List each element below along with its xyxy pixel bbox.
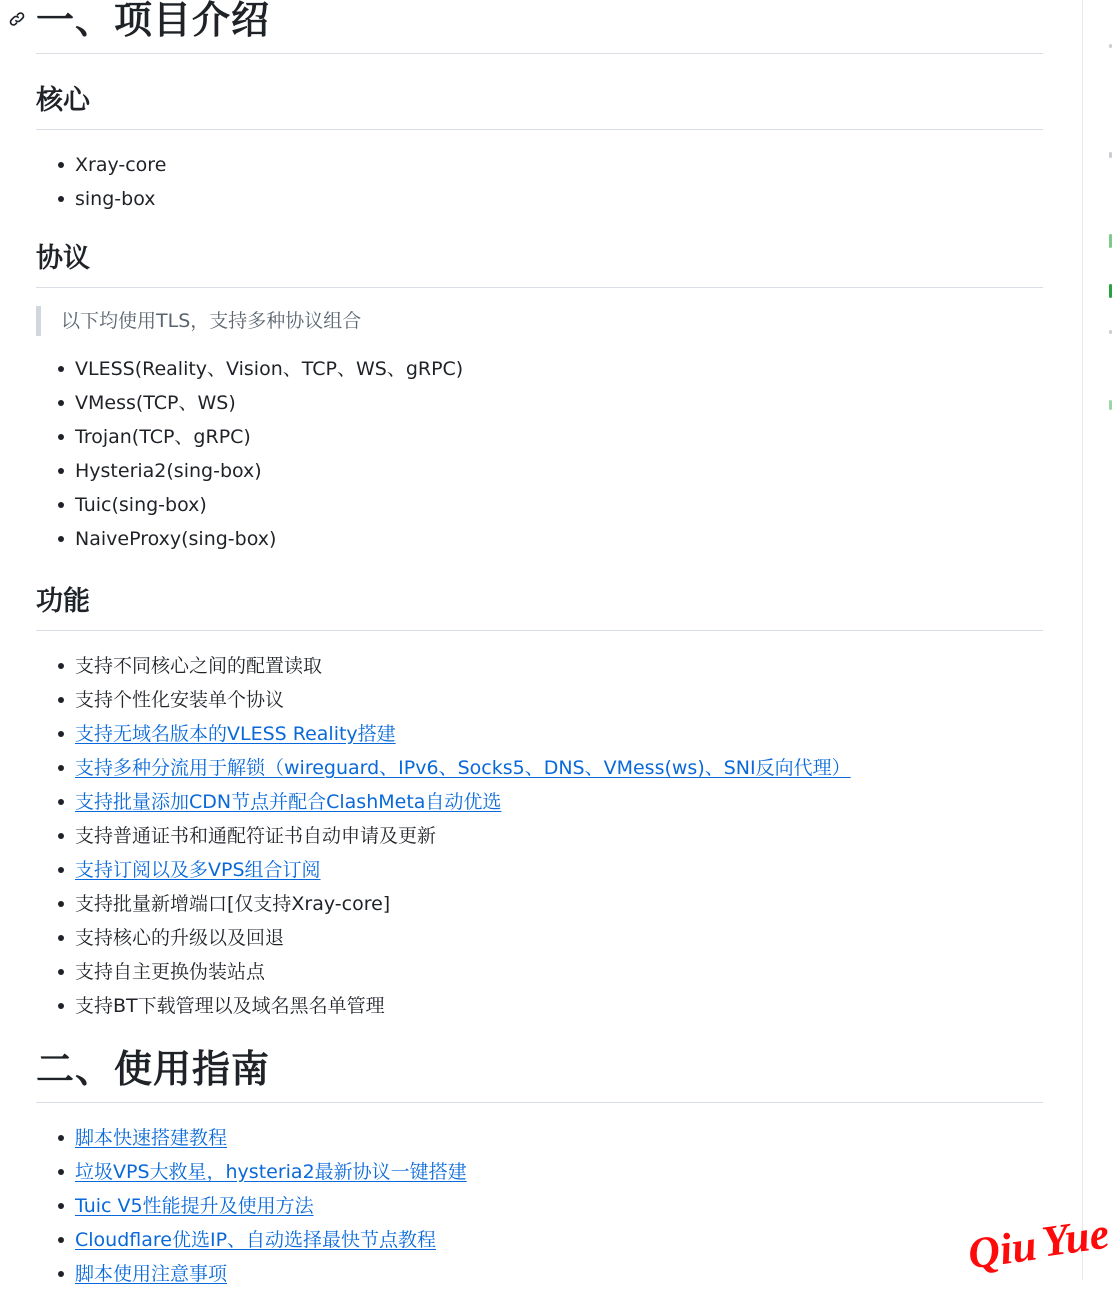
- feature-link-subscription[interactable]: 支持订阅以及多VPS组合订阅: [75, 859, 321, 881]
- bullet-icon: [58, 196, 64, 202]
- guide-link-hysteria2[interactable]: 垃圾VPS大救星，hysteria2最新协议一键搭建: [75, 1161, 467, 1183]
- list-item: [36, 1189, 1043, 1223]
- bullet-icon: [58, 1271, 64, 1277]
- feature-text: 支持批量新增端口[仅支持Xray-core]: [75, 893, 391, 915]
- protocols-list: [36, 352, 1043, 556]
- list-item: [36, 751, 1043, 785]
- list-item: [36, 921, 1043, 955]
- list-item: [36, 1155, 1043, 1189]
- guide-link-quick-setup[interactable]: 脚本快速搭建教程: [75, 1127, 228, 1149]
- feature-text: 支持BT下载管理以及域名黑名单管理: [75, 995, 385, 1017]
- feature-link-reality[interactable]: 支持无域名版本的VLESS Reality搭建: [75, 723, 396, 745]
- list-item: NaiveProxy(sing-box): [36, 522, 1043, 556]
- list-item: [36, 683, 1043, 717]
- bullet-icon: [58, 400, 64, 406]
- guide-link-tuic[interactable]: Tuic V5性能提升及使用方法: [75, 1195, 314, 1217]
- readme-content: [36, 0, 1043, 1291]
- bullet-icon: [58, 1203, 64, 1209]
- bullet-icon: [58, 969, 64, 975]
- bullet-icon: [58, 697, 64, 703]
- sidebar-marker: [1109, 152, 1112, 158]
- list-item: Trojan(TCP、gRPC): [36, 420, 1043, 454]
- list-item: sing-box: [36, 182, 1043, 216]
- list-item: [36, 1223, 1043, 1257]
- link-icon[interactable]: [8, 10, 26, 28]
- bullet-icon: [58, 502, 64, 508]
- core-list: [36, 148, 1043, 216]
- bullet-icon: [58, 1237, 64, 1243]
- heading-core: 核心: [36, 85, 1043, 130]
- bullet-icon: [58, 162, 64, 168]
- bullet-icon: [58, 663, 64, 669]
- bullet-icon: [58, 799, 64, 805]
- feature-link-cdn[interactable]: 支持批量添加CDN节点并配合ClashMeta自动优选: [75, 791, 502, 813]
- feature-text: 支持不同核心之间的配置读取: [75, 655, 323, 677]
- heading-protocols: 协议: [36, 243, 1043, 288]
- section-title-intro: 一、项目介绍: [36, 0, 1043, 54]
- list-item: [36, 887, 1043, 921]
- protocols-note: 以下均使用TLS，支持多种协议组合: [36, 306, 1043, 336]
- list-item: [36, 785, 1043, 819]
- bullet-icon: [58, 867, 64, 873]
- features-list: [36, 649, 1043, 1023]
- bullet-icon: [58, 1003, 64, 1009]
- list-item: [36, 989, 1043, 1023]
- guide-list: [36, 1121, 1043, 1291]
- list-item: [36, 819, 1043, 853]
- sidebar-marker: [1109, 234, 1112, 248]
- list-item: Hysteria2(sing-box): [36, 454, 1043, 488]
- bullet-icon: [58, 765, 64, 771]
- bullet-icon: [58, 731, 64, 737]
- bullet-icon: [58, 536, 64, 542]
- watermark: [964, 1208, 1112, 1279]
- feature-link-routing[interactable]: 支持多种分流用于解锁（wireguard、IPv6、Socks5、DNS、VMess(ws)、SNI反向代理）: [75, 757, 851, 779]
- guide-link-cloudflare[interactable]: Cloudflare优选IP、自动选择最快节点教程: [75, 1229, 437, 1251]
- bullet-icon: [58, 1169, 64, 1175]
- sidebar-marker: [1109, 284, 1112, 298]
- guide-link-notes[interactable]: 脚本使用注意事项: [75, 1263, 228, 1285]
- list-item: Xray-core: [36, 148, 1043, 182]
- sidebar-divider: [1082, 0, 1083, 1280]
- list-item: [36, 1121, 1043, 1155]
- bullet-icon: [58, 833, 64, 839]
- list-item: [36, 1257, 1043, 1291]
- bullet-icon: [58, 901, 64, 907]
- sidebar-marker: [1109, 44, 1112, 48]
- list-item: [36, 649, 1043, 683]
- section-title-guide: 二、使用指南: [36, 1049, 1043, 1103]
- sidebar-marker: [1109, 400, 1112, 410]
- list-item: [36, 955, 1043, 989]
- bullet-icon: [58, 366, 64, 372]
- heading-features: 功能: [36, 586, 1043, 631]
- bullet-icon: [58, 468, 64, 474]
- list-item: [36, 717, 1043, 751]
- bullet-icon: [58, 1135, 64, 1141]
- list-item: VMess(TCP、WS): [36, 386, 1043, 420]
- watermark-text: Qiu: [964, 1220, 1040, 1279]
- watermark-text: Yue: [1038, 1208, 1112, 1267]
- feature-text: 支持自主更换伪装站点: [75, 961, 266, 983]
- list-item: Tuic(sing-box): [36, 488, 1043, 522]
- list-item: VLESS(Reality、Vision、TCP、WS、gRPC): [36, 352, 1043, 386]
- feature-text: 支持核心的升级以及回退: [75, 927, 285, 949]
- bullet-icon: [58, 935, 64, 941]
- bullet-icon: [58, 434, 64, 440]
- feature-text: 支持普通证书和通配符证书自动申请及更新: [75, 825, 437, 847]
- feature-text: 支持个性化安装单个协议: [75, 689, 285, 711]
- list-item: [36, 853, 1043, 887]
- sidebar-marker: [1109, 330, 1112, 334]
